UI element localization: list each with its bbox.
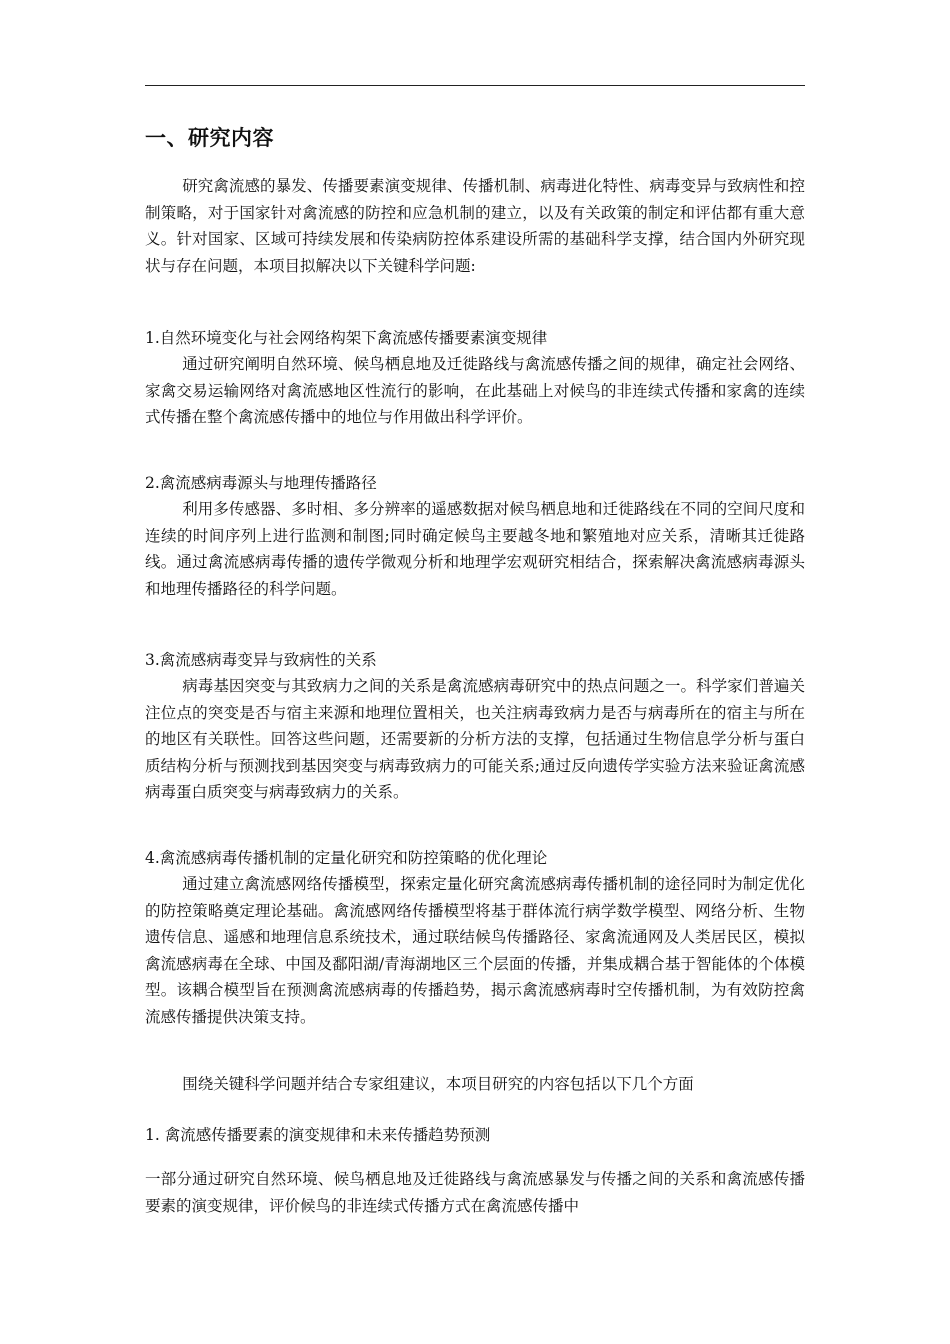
part-1-title: 1. 禽流感传播要素的演变规律和未来传播趋势预测 <box>145 1126 491 1144</box>
item-1-title: 1.自然环境变化与社会网络构架下禽流感传播要素演变规律 <box>145 329 548 347</box>
item-4-body: 通过建立禽流感网络传播模型，探索定量化研究禽流感病毒传播机制的途径同时为制定优化的防控策略奠定理论基础。禽流感网络传播模型将基于群体流行病学数学模型、网络分析、生物遗传信息、遥感和地理信息系统技术，通过联结候鸟传播路径、家禽流通网及人类居民区，模拟禽流感病毒在全球、中国及鄱阳湖/青海湖地区三个层面的传播，并集成耦合基于智能体的个体模型。该耦合模型旨在预测禽流感病毒的传播趋势，揭示禽流感病毒时空传播机制，为有效防控禽流感传播提供决策支持。 <box>145 875 805 1026</box>
part-1-body: 一部分通过研究自然环境、候鸟栖息地及迁徙路线与禽流感暴发与传播之间的关系和禽流感传播要素的演变规律，评价候鸟的非连续式传播方式在禽流感传播中 <box>145 1170 805 1215</box>
item-3 <box>145 647 805 806</box>
item-3-body: 病毒基因突变与其致病力之间的关系是禽流感病毒研究中的热点问题之一。科学家们普遍关注位点的突变是否与宿主来源和地理位置相关，也关注病毒致病力是否与病毒所在的宿主与所在的地区有关联性。回答这些问题，还需要新的分析方法的支撑，包括通过生物信息学分析与蛋白质结构分析与预测找到基因突变与病毒致病力的可能关系;通过反向遗传学实验方法来验证禽流感病毒蛋白质突变与病毒致病力的关系。 <box>145 677 805 801</box>
item-1 <box>145 325 805 431</box>
item-4-title: 4.禽流感病毒传播机制的定量化研究和防控策略的优化理论 <box>145 849 548 867</box>
section-heading: 一、研究内容 <box>145 126 274 150</box>
header-rule <box>145 85 805 86</box>
item-3-title: 3.禽流感病毒变异与致病性的关系 <box>145 651 377 669</box>
item-2 <box>145 470 805 602</box>
item-4 <box>145 845 805 1030</box>
summary-paragraph: 围绕关键科学问题并结合专家组建议，本项目研究的内容包括以下几个方面 <box>182 1075 694 1093</box>
item-2-title: 2.禽流感病毒源头与地理传播路径 <box>145 474 377 492</box>
intro-paragraph: 研究禽流感的暴发、传播要素演变规律、传播机制、病毒进化特性、病毒变异与致病性和控制策略，对于国家针对禽流感的防控和应急机制的建立，以及有关政策的制定和评估都有重大意义。针对国家、区域可持续发展和传染病防控体系建设所需的基础科学支撑，结合国内外研究现状与存在问题，本项目拟解决以下关键科学问题: <box>145 177 805 275</box>
item-1-body: 通过研究阐明自然环境、候鸟栖息地及迁徙路线与禽流感传播之间的规律，确定社会网络、家禽交易运输网络对禽流感地区性流行的影响，在此基础上对候鸟的非连续式传播和家禽的连续式传播在整个禽流感传播中的地位与作用做出科学评价。 <box>145 355 805 426</box>
item-2-body: 利用多传感器、多时相、多分辨率的遥感数据对候鸟栖息地和迁徙路线在不同的空间尺度和连续的时间序列上进行监测和制图;同时确定候鸟主要越冬地和繁殖地对应关系，清晰其迁徙路线。通过禽流感病毒传播的遗传学微观分析和地理学宏观研究相结合，探索解决禽流感病毒源头和地理传播路径的科学问题。 <box>145 500 805 598</box>
